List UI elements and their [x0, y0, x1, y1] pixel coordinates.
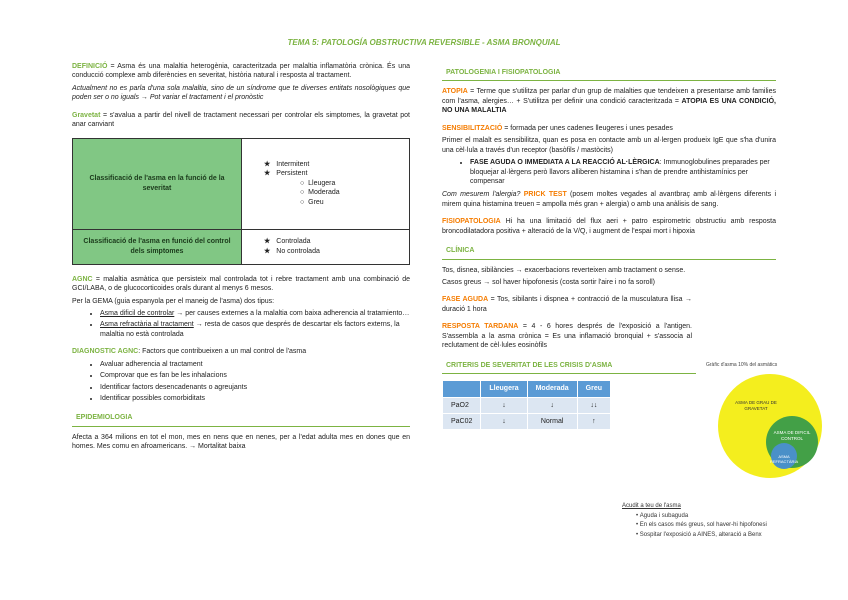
- diag-keyword: DIAGNOSTIC AGNC: [72, 348, 139, 356]
- gema-item-title: Asma refractària al tractament: [100, 321, 194, 329]
- option-lleugera: Lleugera: [308, 179, 336, 187]
- venn-mid-label: ASMA DE DIFICIL CONTROL: [773, 430, 811, 442]
- severity-label: Classificació de l'asma en la funció de la severitat: [73, 138, 242, 229]
- left-column: [72, 62, 410, 455]
- star-icon: ★: [264, 161, 271, 169]
- definicio-italic: Actualment no es parla d'una sola malaltia, sino de un síndrome que te diverses entitats nosològiques que poden ser o no iguals → Pot variar el tractament i el pronòstic: [72, 84, 410, 102]
- severity-row-label: PaO2: [443, 397, 481, 413]
- classification-table: [72, 138, 410, 265]
- option-greu: Greu: [308, 198, 324, 206]
- fase-list: [442, 158, 776, 186]
- star-icon: ★: [264, 170, 271, 178]
- prick-text: (posem moltes vegades al avantbraç amb al·lèrgens diferents i mirem quina histamina treuen = ampolla més gran + alergia) o amb una anàlisis de sang.: [442, 191, 777, 208]
- circle-icon: ○: [300, 198, 309, 206]
- control-options: [242, 229, 410, 264]
- sens-text: = formada per unes cadenes lleugeres i unes pesades: [502, 124, 673, 132]
- clinica-p1: Tos, disnea, sibilàncies → exacerbacions reverteixen amb tractament o sense.: [442, 266, 686, 274]
- gema-item-text: → per causes externes a la malaltia com baixa adherencia al tratamiento…: [174, 309, 410, 317]
- definicio-paragraph: [72, 62, 410, 81]
- sens-keyword: SENSIBILITZACIÓ: [442, 124, 503, 132]
- fase-aguda-text: = Tos, sibilants i dispnea + contracció de la musculatura llisa → duració 1 hora: [442, 296, 692, 313]
- note-text: En els casos més greus, sol haver-hi hipofonesi: [639, 522, 767, 529]
- venn-diagram: [704, 370, 840, 480]
- prick-keyword: PRICK TEST: [520, 191, 567, 199]
- diag-paragraph: [72, 347, 410, 356]
- venn-outer-label: ASMA DE GRAU DE GRAVETAT: [735, 400, 777, 412]
- venn-inner-label: ASMA REFRACTÀRIA: [770, 454, 799, 465]
- list-item: [100, 309, 410, 318]
- severity-header: [443, 381, 481, 397]
- note-item: • En els casos més greus, sol haver-hi hipofonesi: [636, 522, 767, 529]
- atopia-paragraph: [442, 87, 776, 115]
- diag-text: : Factors que contribueixen a un mal control de l'asma: [138, 348, 307, 356]
- table-row: [443, 397, 611, 413]
- severity-cell: ↓: [527, 397, 577, 413]
- gema-item-title: Asma dificil de controlar: [100, 309, 175, 317]
- list-item: • Comprovar que es fan be les inhalacions: [100, 371, 410, 380]
- option-controlada: Controlada: [276, 238, 311, 246]
- severity-cell: ↓↓: [577, 397, 610, 413]
- circle-icon: ○: [300, 189, 309, 197]
- star-icon: ★: [264, 247, 271, 255]
- epidemiologia-text: Afecta a 364 milions en tot el mon, mes en nens que en nenes, per a l'edat adulta mes en dones que en homes. Mes comu en afroamericans. → Mortalitat baixa: [72, 433, 410, 451]
- gravetat-paragraph: [72, 111, 410, 130]
- list-item: • Identificar possibles comorbiditats: [100, 394, 410, 403]
- list-item: [470, 158, 776, 186]
- resposta-tardana-keyword: RESPOSTA TARDANA: [442, 323, 519, 331]
- fisio-text: Hi ha una limitació del flux aeri + patro espirometric obstructiu amb resposta broncodilatadora positiva + alteració de la V/Q, i augment de l'espai mort i hipoxia: [442, 218, 776, 235]
- star-icon: ★: [264, 238, 271, 246]
- fisio-keyword: FISIOPATOLOGIA: [442, 218, 501, 226]
- fisio-paragraph: [442, 217, 776, 236]
- note-title: Acudit a teu de l'asma: [622, 503, 681, 509]
- agnc-paragraph: [72, 275, 410, 294]
- clinica-heading: CLÍNICA: [442, 246, 776, 259]
- clinica-p2: Casos greus → sol haver hipofonesis (costa sortir l'aire i no fa soroll): [442, 279, 655, 286]
- prick-question: Com mesurem l'alergia?: [442, 191, 521, 199]
- fase-aguda-paragraph: [442, 295, 692, 314]
- gema-list: [72, 309, 410, 339]
- severity-cell: ↓: [481, 413, 527, 429]
- atopia-text: = Terme que s'utilitza per parlar d'un grup de malalties que tendeixen a presentarse amb families com l'asma, alergies… + S'utilitza per definir una condició caracteritzada =: [442, 88, 776, 105]
- prick-paragraph: [442, 190, 776, 209]
- option-moderada: Moderada: [308, 189, 340, 197]
- option-persistent: Persistent: [276, 170, 308, 178]
- sens-p2: Primer el malalt es sensibilitza, quan es posa en contacte amb un al·lergen produeix IgE que s'ha d'unira una cèl·lula a través d'un receptor (basòfils / mastòcits): [442, 137, 776, 154]
- atopia-keyword: ATOPIA: [442, 88, 468, 96]
- list-item: • Identificar factors desencadenants o agreujants: [100, 383, 410, 392]
- severity-cell: Normal: [527, 413, 577, 429]
- criteris-heading: CRITERIS DE SEVERITAT DE LES CRISIS D'ASMA: [442, 361, 696, 374]
- severity-row-label: PaC02: [443, 413, 481, 429]
- table-row: [73, 138, 410, 229]
- resposta-tardana-paragraph: [442, 322, 692, 350]
- severity-header: Lleugera: [481, 381, 527, 397]
- gema-item-text: → resta de casos que després de descartar els factors externs, la malaltia no està controlada: [100, 321, 400, 338]
- page-title: TEMA 5: PATOLOGÍA OBSTRUCTIVA REVERSIBLE - ASMA BRONQUIAL: [287, 38, 561, 47]
- epidemiologia-heading: EPIDEMIOLOGIA: [72, 413, 410, 426]
- definicio-text: = Asma és una malaltia heterogènia, caracteritzada per malaltia inflamatòria crònica. És una conducció complexe amb diferències en severitat, història natural i resposta al tractament.: [72, 63, 410, 80]
- fase-item-text: : Immunoglobulines preparades per bloquejar al·lèrgens però llavors alliberen histamina i s'han de prendre antihistamínics per compensar: [470, 159, 770, 185]
- severity-cell: ↑: [577, 413, 610, 429]
- note-text: Aguda i subaguda: [639, 512, 689, 519]
- venn-caption: Gràfic d'asma 10% del asmàtics: [706, 362, 778, 368]
- severity-options: [242, 138, 410, 229]
- resposta-tardana-text: = 4 - 6 hores després de l'exposició a l'antigen. S'assembla a la asma crònica = Es una inflamació bronquial + s'associa al reclutament de cèl·lules eosinòfils: [442, 323, 693, 350]
- diag-list: [72, 360, 410, 404]
- table-row: [443, 381, 611, 397]
- option-no-controlada: No controlada: [276, 247, 320, 255]
- list-item: • Avaluar adherencia al tractament: [100, 360, 410, 369]
- sens-paragraph: [442, 124, 776, 133]
- severity-cell: ↓: [481, 397, 527, 413]
- agnc-keyword: AGNC: [72, 275, 93, 283]
- fase-aguda-keyword: FASE AGUDA: [442, 296, 489, 304]
- note-text: Sospitar l'exposició a AINES, alteració a Benx: [639, 531, 762, 538]
- table-row: [443, 413, 611, 429]
- gema-text: Per la GEMA (guia espanyola per el maneig de l'asma) dos tipus:: [72, 297, 275, 305]
- table-row: [73, 229, 410, 264]
- atopia-bold: ATOPIA ES UNA CONDICIÓ, NO UNA MALALTIA: [442, 97, 776, 115]
- side-notes: [622, 502, 822, 540]
- note-item: • Sospitar l'exposició a AINES, alteració a Benx: [636, 531, 762, 538]
- control-label: Classificació de l'asma en funció del control dels simptomes: [73, 229, 242, 264]
- severity-table: [442, 380, 611, 430]
- option-intermitent: Intermitent: [276, 161, 310, 169]
- severity-header: Moderada: [527, 381, 577, 397]
- gravetat-text: = s'avalua a partir del nivell de tractament necessari per controlar els simptomes, la gravetat pot anar canviant: [72, 111, 410, 129]
- gravetat-keyword: Gravetat: [72, 111, 101, 119]
- note-item: • Aguda i subaguda: [636, 512, 689, 519]
- definicio-keyword: DEFINICIÓ: [72, 63, 108, 70]
- patologenia-heading: PATOLOGENIA I FISIOPATOLOGIA: [442, 68, 776, 81]
- fase-item-bold: FASE AGUDA O IMMEDIATA A LA REACCIÓ AL·LÈRGICA: [470, 159, 660, 167]
- severity-header: Greu: [577, 381, 610, 397]
- circle-icon: ○: [300, 179, 309, 187]
- list-item: [100, 320, 410, 339]
- agnc-text: = malaltia asmàtica que persisteix mal controlada tot i rebre tractament amb una combinació de GCI/LABA, o de glucocorticoides orals durant al menys 6 mesos.: [72, 275, 410, 293]
